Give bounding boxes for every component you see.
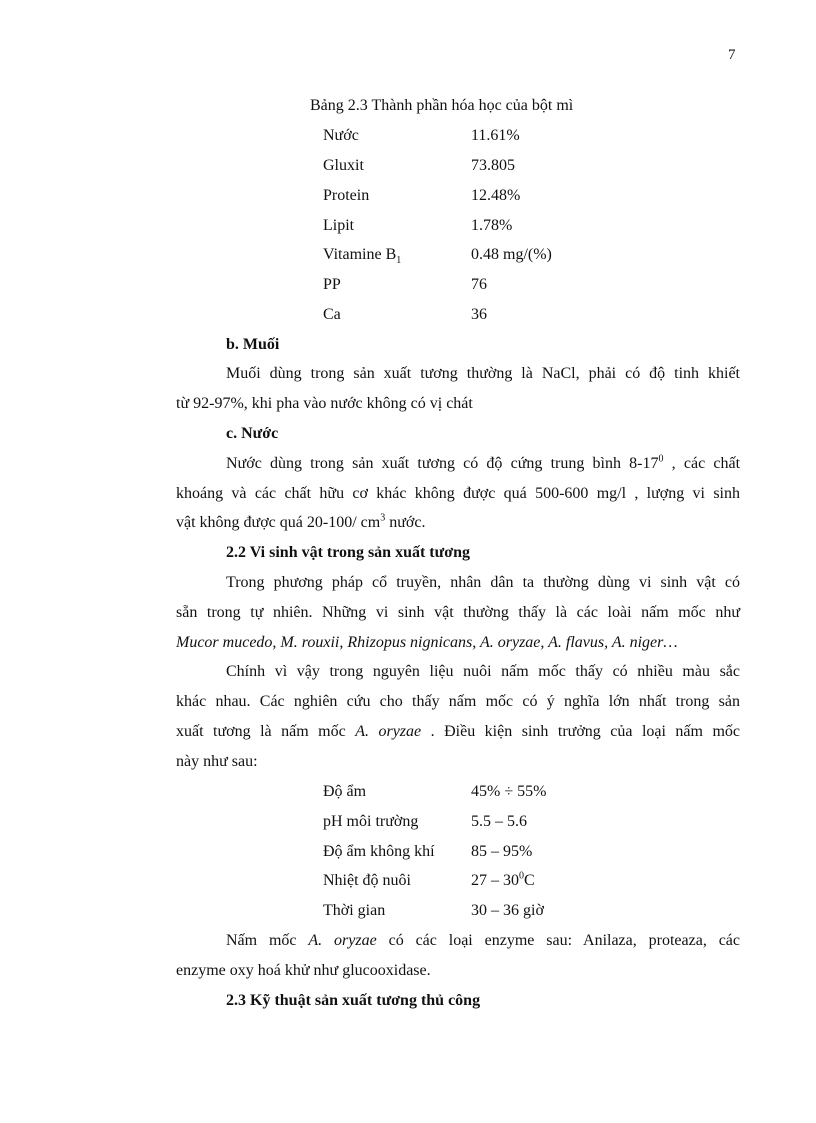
heading-muoi: b. Muối (226, 336, 280, 353)
paragraph-line: vật không được quá 20-100/ $cm^3$ nước. (176, 512, 426, 531)
heading-section-2-3: 2.3 Kỹ thuật sản xuất tương thủ công (226, 992, 481, 1009)
table2-name: Độ ẩm không khí (323, 843, 435, 860)
table1-value: 73.805 (471, 157, 515, 174)
table2-value: 85 – 95% (471, 843, 533, 860)
table1-name: Lipit (323, 217, 355, 234)
table1-value: 1.78% (471, 217, 513, 234)
table1-value: 36 (471, 306, 487, 323)
table2-value: $27 - 30^0C$ (471, 870, 535, 889)
table2-value: 45% ÷ 55% (471, 783, 547, 800)
table1-name: Vitamine $B_1$ (323, 246, 402, 267)
table2-value: 30 – 36 giờ (471, 902, 544, 919)
paragraph-line: Chính vì vậy trong nguyên liệu nuôi nấm mốc thấy có nhiều màu sắc (226, 663, 740, 680)
paragraph-line: khác nhau. Các nghiên cứu cho thấy nấm mốc có ý nghĩa lớn nhất trong sản (176, 693, 740, 710)
paragraph-line: xuất tương là nấm mốc A. oryzae . Điều kiện sinh trưởng của loại nấm mốc (176, 723, 741, 740)
paragraph-line: từ 92-97%, khi pha vào nước không có vị chát (176, 395, 473, 412)
paragraph-line: Nước dùng trong sản xuất tương có độ cứng trung bình $8-17^0$ , các chất (226, 453, 741, 472)
table1-name: PP (323, 276, 341, 293)
table1-name: Protein (323, 187, 370, 204)
paragraph-line: khoáng và các chất hữu cơ khác không được quá 500-600 mg/l , lượng vi sinh (176, 485, 740, 502)
heading-nuoc: c. Nước (226, 425, 279, 442)
table2-value: 5.5 – 5.6 (471, 813, 527, 830)
paragraph-line: này như sau: (176, 753, 258, 770)
table1-name: Nước (323, 127, 359, 144)
table-caption: Bảng 2.3 Thành phần hóa học của bột mì (310, 97, 574, 114)
paragraph-line: Muối dùng trong sản xuất tương thường là NaCl, phải có độ tinh khiết (226, 365, 740, 382)
paragraph-line: Nấm mốc A. oryzae có các loại enzyme sau: Anilaza, proteaza, các (226, 932, 740, 949)
heading-section-2-2: 2.2 Vi sinh vật trong sản xuất tương (226, 544, 470, 561)
table2-name: Thời gian (323, 902, 386, 919)
table1-name: Ca (323, 306, 341, 323)
table2-name: Nhiệt độ nuôi (323, 872, 411, 889)
paragraph-line: enzyme oxy hoá khử như glucooxidase. (176, 962, 431, 979)
table1-value: 0.48 mg/(%) (471, 246, 552, 263)
table1-name: Gluxit (323, 157, 364, 174)
table1-value: 12.48% (471, 187, 521, 204)
table1-value: 76 (471, 276, 487, 293)
table2-name: pH môi trường (323, 813, 419, 830)
paragraph-line: sẵn trong tự nhiên. Những vi sinh vật thường thấy là các loài nấm mốc như (176, 604, 740, 621)
paragraph-line: Trong phương pháp cổ truyền, nhân dân ta thường dùng vi sinh vật có (226, 574, 740, 591)
table1-value: 11.61% (471, 127, 520, 144)
table2-name: Độ ẩm (323, 783, 367, 800)
paragraph-line: Mucor mucedo, M. rouxii, Rhizopus nignicans, A. oryzae, A. flavus, A. niger… (176, 634, 678, 651)
page-number: 7 (728, 47, 736, 63)
